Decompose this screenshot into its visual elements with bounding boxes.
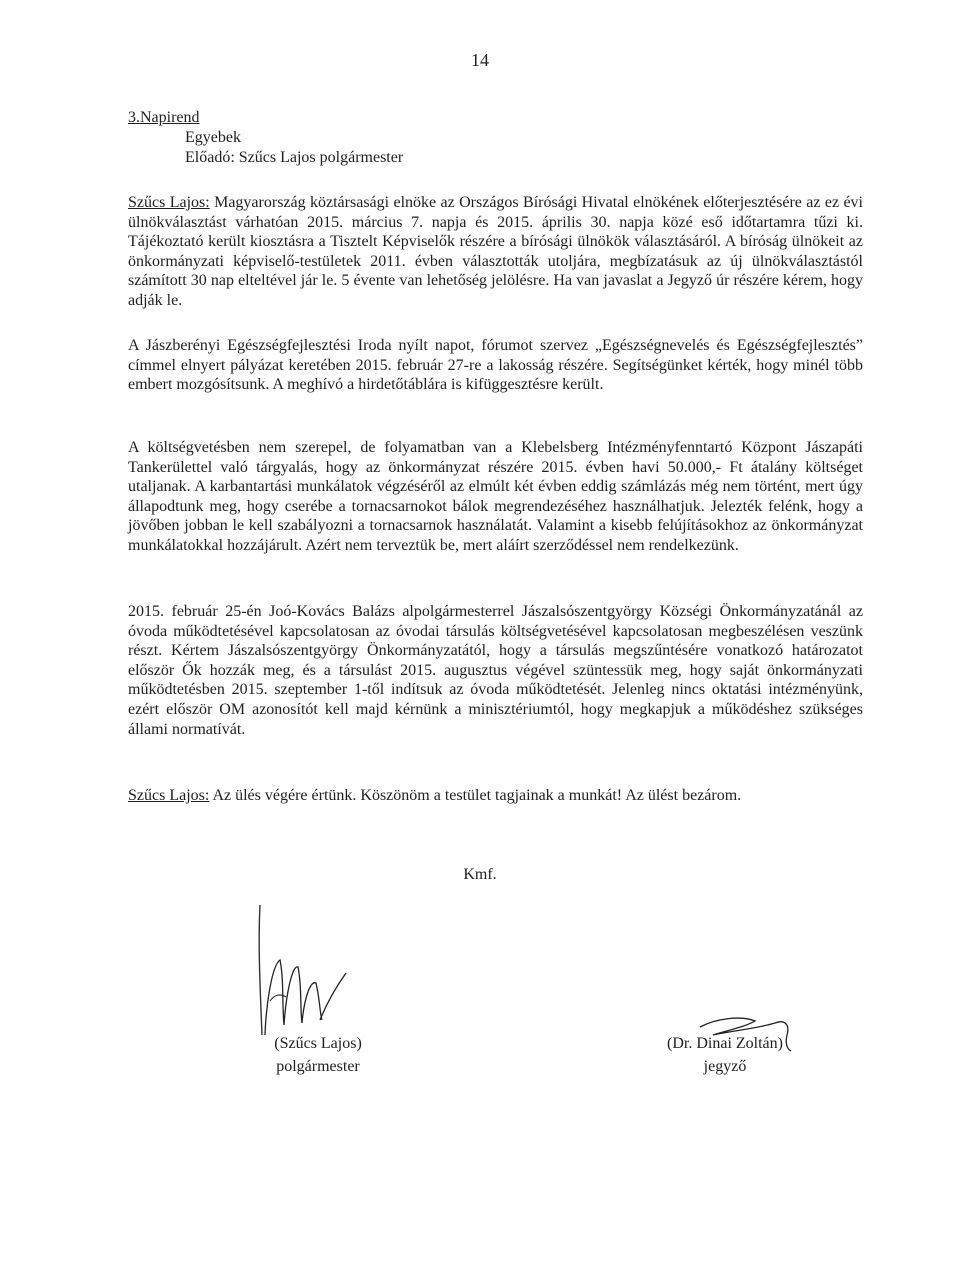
signatory-name: (Dr. Dinai Zoltán)	[667, 1035, 783, 1052]
kmf-label: Kmf.	[463, 866, 497, 883]
signatory-notary	[650, 1032, 800, 1078]
paragraph-text: 2015. február 25-én Joó-Kovács Balázs alpolgármesterrel Jászalsószentgyörgy Községi Önkormányzatánál az óvoda működtetésével kapcsolatosan az óvodai társulás költségvetésével kapcsolatosan megbeszélésen veszünk részt. Kértem Jászalsószentgyörgy Önkormányzatától, hogy a társulás megszűntésére vonatkozó határozatot először Ők hozzák meg, és a társulást 2015. augusztus végével szüntessük meg, hogy saját önkormányzati működtetésben 2015. szeptember 1-től indítsuk az óvoda működtetését. Jelenleg nincs oktatási intézményünk, ezért először OM azonosítót kell majd kérnünk a minisztériumtól, hogy megkapjuk a működéshez szükséges állami normatívát.	[128, 603, 863, 738]
paragraph-text: Az ülés végére értünk. Köszönöm a testület tagjainak a munkát! Az ülést bezárom.	[209, 787, 742, 804]
paragraph-text: A Jászberényi Egészségfejlesztési Iroda nyílt napot, fórumot szervez „Egészségnevelés és Egészségfejlesztés” címmel elnyert pályázat keretében 2015. február 27-re a lakosság részére. Segítségünket kérték, hogy minél több embert mozgósítsunk. A meghívó a hirdetőtáblára is kifüggesztésre került.	[128, 337, 863, 394]
paragraph-ulnokvalasztas	[128, 193, 863, 311]
paragraph-ovoda	[128, 602, 863, 739]
agenda-title: Egyebek	[185, 129, 241, 146]
paragraph-egeszsegfejlesztes	[128, 336, 863, 395]
paragraph-koltsegvetes	[128, 438, 863, 556]
signatory-mayor	[248, 1032, 388, 1078]
agenda-presenter: Előadó: Szűcs Lajos polgármester	[185, 149, 404, 166]
page-number: 14	[471, 50, 489, 70]
mayor-signature-image	[250, 905, 360, 1040]
signatory-name: (Szűcs Lajos)	[274, 1035, 362, 1052]
signatory-title: polgármester	[276, 1058, 360, 1075]
speaker-label: Szűcs Lajos:	[128, 194, 210, 211]
agenda-block	[128, 108, 403, 168]
agenda-item: 3.Napirend	[128, 109, 200, 126]
paragraph-zaras	[128, 786, 863, 806]
signatory-title: jegyző	[703, 1058, 747, 1075]
paragraph-text: A költségvetésben nem szerepel, de folyamatban van a Klebelsberg Intézményfenntartó Központ Jászapáti Tankerülettel való tárgyalás, hogy az önkormányzat részére 2015. évben havi 50.000,- Ft átalány költséget utaljanak. A karbantartási munkálatok végzéséről az elmúlt két évben eddig számlázás még nem történt, mert úgy állapodtunk meg, hogy cserébe a tornacsarnokot bálok megrendezéséhez használhatjuk. Jelezték felénk, hogy a jövőben jobban le kell szabályozni a tornacsarnok használatát. Valamint a kisebb felújításokhoz az önkormányzat munkálatokkal hozzájárult. Azért nem terveztük be, mert aláírt szerződéssel nem rendelkezünk.	[128, 439, 863, 554]
speaker-label: Szűcs Lajos:	[128, 787, 210, 804]
paragraph-text: Magyarország köztársasági elnöke az Országos Bírósági Hivatal elnökének előterjesztésére az ez évi ülnökválasztást várhatóan 2015. március 7. napja és 2015. április 30. napja közé eső időtartamra tűzi ki. Tájékoztató került kiosztásra a Tisztelt Képviselők részére a bírósági ülnökök választásáról. A bíróság ülnökeit az önkormányzati képviselő-testületek 2011. évben választották utoljára, megbízatásuk az új ülnökválasztástól számított 30 nap elteltével jár le. 5 évente van lehetőség jelölésre. Ha van javaslat a Jegyző úr részére kérem, hogy adják le.	[128, 194, 863, 309]
